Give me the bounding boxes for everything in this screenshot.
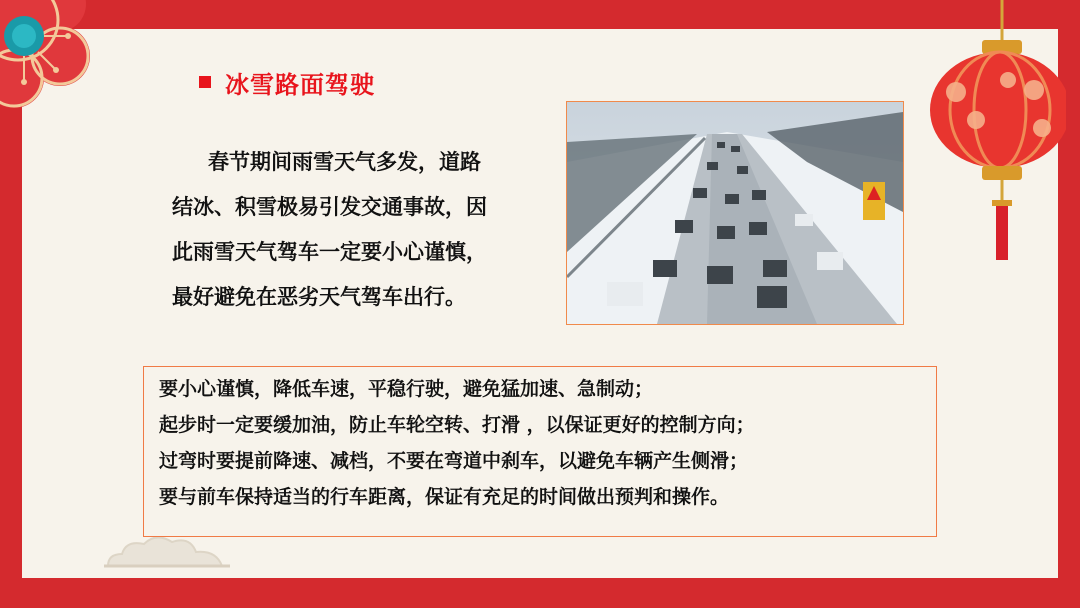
intro-paragraph bbox=[172, 140, 562, 320]
tip-item: 过弯时要提前降速、减档，不要在弯道中刹车，以避免车辆产生侧滑； bbox=[159, 450, 749, 472]
tips-box bbox=[143, 366, 937, 537]
intro-line: 春节期间雨雪天气多发，道路 bbox=[208, 150, 481, 174]
intro-line: 此雨雪天气驾车一定要小心谨慎， bbox=[172, 240, 487, 264]
lantern-icon bbox=[926, 0, 1066, 265]
section-heading bbox=[199, 62, 375, 102]
snowy-highway-photo bbox=[566, 101, 904, 325]
heading-title: 冰雪路面驾驶 bbox=[225, 70, 375, 99]
tip-item: 要与前车保持适当的行车距离，保证有充足的时间做出预判和操作。 bbox=[159, 486, 730, 508]
intro-line: 最好避免在恶劣天气驾车出行。 bbox=[172, 285, 466, 309]
intro-line: 结冰、积雪极易引发交通事故，因 bbox=[172, 195, 487, 219]
plum-blossom-icon bbox=[0, 0, 98, 114]
tip-item: 起步时一定要缓加油，防止车轮空转、打滑 ，以保证更好的控制方向； bbox=[159, 414, 755, 436]
heading-bullet bbox=[199, 76, 211, 88]
highway-illustration bbox=[567, 102, 903, 324]
tip-item: 要小心谨慎，降低车速，平稳行驶，避免猛加速、急制动； bbox=[159, 378, 654, 400]
cloud-icon bbox=[104, 532, 234, 572]
